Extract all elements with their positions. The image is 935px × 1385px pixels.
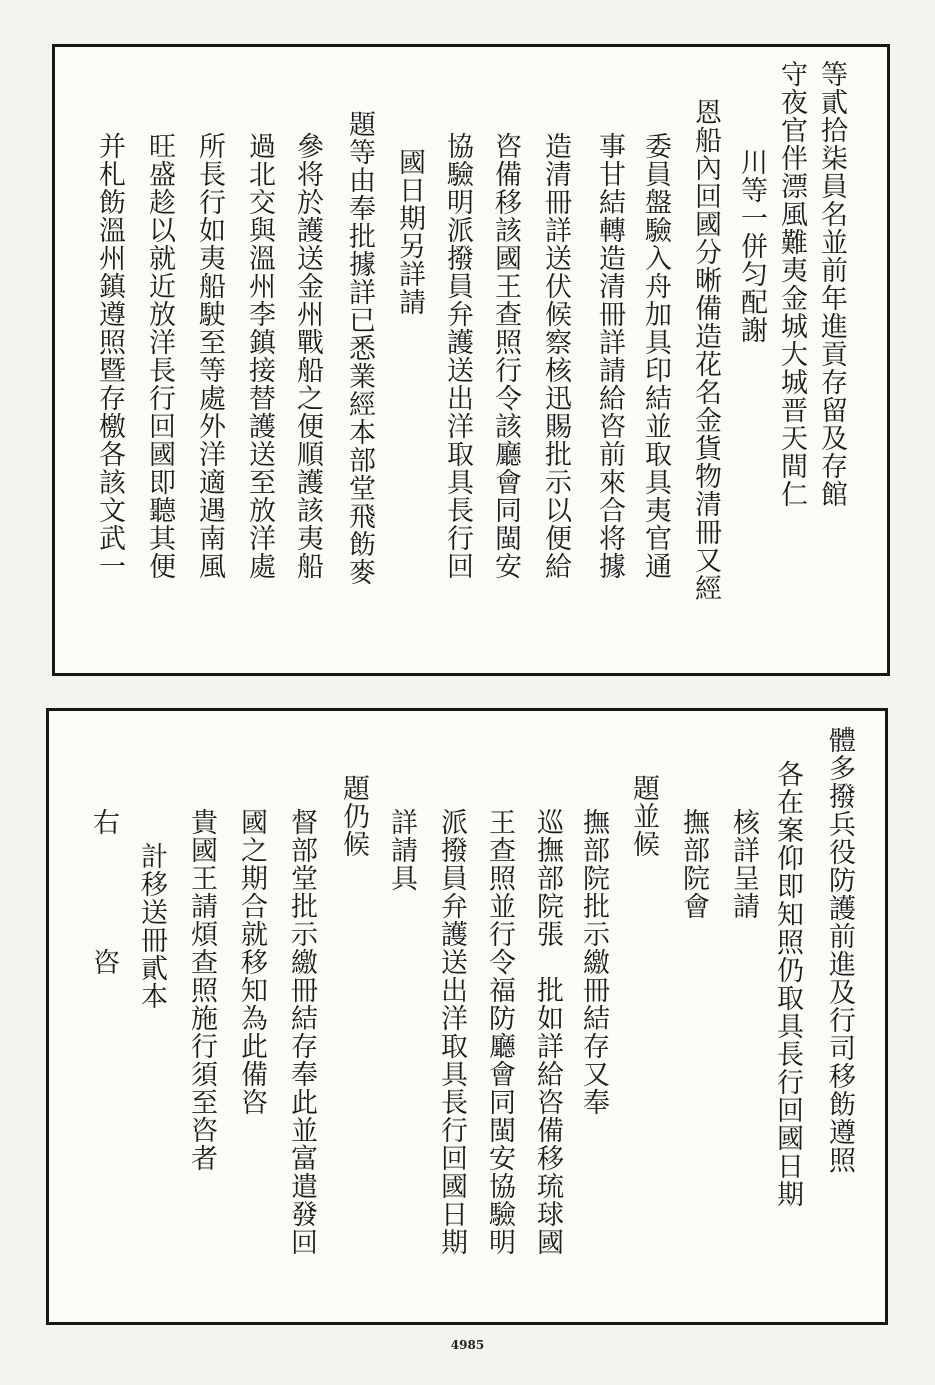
bottom-column-16: 右 咨 [88,808,119,976]
top-column-14: 所長行如夷船駛至等處外洋適遇南風 [194,132,225,580]
bottom-column-14: 貴國王請煩查照施行須至咨者 [186,808,217,1172]
bottom-column-9: 派撥員弁護送出洋取具長行回國日期 [436,808,467,1256]
page-number: 4985 [450,1338,485,1352]
bottom-column-3: 核詳呈請 [728,808,759,920]
top-column-6: 事甘結轉造清冊詳請給咨前來合将據 [594,132,625,580]
bottom-column-12: 督部堂批示繳冊結存奉此並富遣發回 [286,808,317,1256]
bottom-column-11: 題仍候 [338,774,369,858]
top-column-5: 委員盤驗入舟加具印結並取具夷官通 [640,132,671,580]
top-column-4: 恩船內回國分晰備造花名金貨物清冊又經 [690,98,721,602]
bottom-column-6: 撫部院批示繳冊結存又奉 [578,808,609,1116]
bottom-column-2: 各在案仰即知照仍取具長行回國日期 [772,760,803,1208]
top-column-9: 協驗明派撥員弁護送出洋取具長行回 [442,132,473,580]
top-column-7: 造清冊詳送伏候察核迅賜批示以便給 [540,132,571,580]
top-column-15: 旺盛趁以就近放洋長行回國即聽其便 [144,132,175,580]
top-column-1: 等貳拾柒員名並前年進貢存留及存館 [816,60,847,508]
top-column-10: 國日期另詳請 [394,148,425,316]
bottom-column-13: 國之期合就移知為此備咨 [236,808,267,1116]
top-column-13: 過北交與溫州李鎮接替護送至放洋處 [244,132,275,580]
bottom-column-15: 計移送冊貳本 [136,842,167,1010]
bottom-column-10: 詳請具 [386,808,417,892]
top-column-16: 并札飭溫州鎮遵照暨存檄各該文武一 [94,132,125,580]
bottom-column-1: 體多撥兵役防護前進及行司移飭遵照 [824,726,855,1174]
top-column-11: 題等由奉批據詳已悉業經本部堂飛飭麥 [344,110,375,586]
bottom-column-4: 撫部院會 [678,808,709,920]
top-column-12: 參将於護送金州戰船之便順護該夷船 [292,132,323,580]
bottom-column-5: 題並候 [628,774,659,858]
top-column-2: 守夜官伴漂風難夷金城大城晋天間仁 [776,60,807,508]
top-column-3: 川等一併匀配謝 [736,148,767,344]
bottom-column-7: 巡撫部院張 批如詳給咨備移琉球國 [532,808,563,1256]
bottom-column-8: 王查照並行令福防廳會同閩安協驗明 [484,808,515,1256]
top-column-8: 咨備移該國王查照行令該廳會同閩安 [490,132,521,580]
